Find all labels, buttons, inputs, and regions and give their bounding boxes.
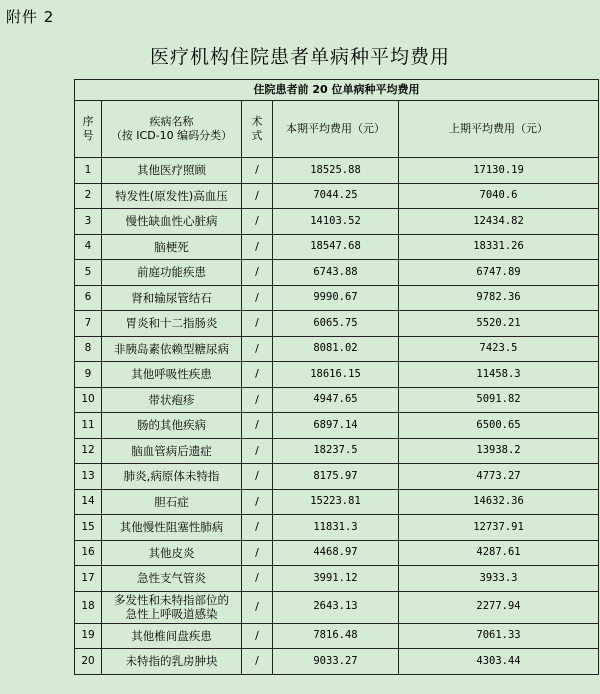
- header-index-line2: 号: [82, 129, 94, 142]
- row-surgery: /: [242, 413, 273, 439]
- row-surgery: /: [242, 158, 273, 184]
- row-surgery: /: [242, 489, 273, 515]
- row-disease-name: 带状疱疹: [102, 387, 242, 413]
- row-index: 10: [75, 387, 102, 413]
- row-surgery: /: [242, 285, 273, 311]
- row-previous-cost: 14632.36: [399, 489, 599, 515]
- row-previous-cost: 4287.61: [399, 540, 599, 566]
- row-disease-name: 未特指的乳房肿块: [102, 649, 242, 675]
- row-current-cost: 18525.88: [273, 158, 399, 184]
- document-title: 医疗机构住院患者单病种平均费用: [149, 46, 450, 68]
- row-disease-name-line2: 急性上呼吸道感染: [125, 607, 218, 621]
- disease-cost-table: [74, 79, 599, 675]
- row-index: 7: [75, 311, 102, 337]
- row-surgery: /: [242, 336, 273, 362]
- table-row: [75, 489, 599, 515]
- row-previous-cost: 7061.33: [399, 623, 599, 649]
- row-current-cost: 15223.81: [273, 489, 399, 515]
- row-previous-cost: 2277.94: [399, 591, 599, 623]
- row-previous-cost: 6747.89: [399, 260, 599, 286]
- row-surgery: /: [242, 362, 273, 388]
- row-previous-cost: 12434.82: [399, 209, 599, 235]
- row-surgery: /: [242, 464, 273, 490]
- row-surgery: /: [242, 438, 273, 464]
- row-index: 13: [75, 464, 102, 490]
- row-surgery: /: [242, 311, 273, 337]
- row-disease-name: 其他呼吸性疾患: [102, 362, 242, 388]
- row-previous-cost: 5091.82: [399, 387, 599, 413]
- attachment-label: 附件 2: [6, 8, 55, 26]
- row-previous-cost: 5520.21: [399, 311, 599, 337]
- header-disease-name: [102, 101, 242, 158]
- header-index: [75, 101, 102, 158]
- row-surgery: /: [242, 515, 273, 541]
- header-current-cost: 本期平均费用（元）: [273, 101, 399, 158]
- header-surgery: [242, 101, 273, 158]
- row-previous-cost: 7423.5: [399, 336, 599, 362]
- row-current-cost: 2643.13: [273, 591, 399, 623]
- row-current-cost: 6743.88: [273, 260, 399, 286]
- row-index: 1: [75, 158, 102, 184]
- header-name-line1: 疾病名称: [149, 115, 194, 129]
- table-row: [75, 260, 599, 286]
- row-index: 15: [75, 515, 102, 541]
- row-previous-cost: 3933.3: [399, 566, 599, 592]
- row-index: 4: [75, 234, 102, 260]
- row-previous-cost: 13938.2: [399, 438, 599, 464]
- row-current-cost: 6897.14: [273, 413, 399, 439]
- row-disease-name-line1: 多发性和未特指部位的: [114, 592, 229, 607]
- table-row: [75, 566, 599, 592]
- row-previous-cost: 6500.65: [399, 413, 599, 439]
- table-row: [75, 591, 599, 623]
- row-current-cost: 8175.97: [273, 464, 399, 490]
- row-index: 5: [75, 260, 102, 286]
- row-previous-cost: 12737.91: [399, 515, 599, 541]
- row-surgery: /: [242, 209, 273, 235]
- header-surgery-line2: 式: [251, 129, 263, 142]
- table-row: [75, 285, 599, 311]
- row-disease-name: 脑血管病后遗症: [102, 438, 242, 464]
- table-row: [75, 311, 599, 337]
- row-disease-name: 脑梗死: [102, 234, 242, 260]
- header-name-line2: （按 ICD-10 编码分类）: [110, 129, 233, 142]
- header-previous-cost: 上期平均费用（元）: [399, 101, 599, 158]
- row-current-cost: 18616.15: [273, 362, 399, 388]
- row-surgery: /: [242, 649, 273, 675]
- row-current-cost: 11831.3: [273, 515, 399, 541]
- row-index: 11: [75, 413, 102, 439]
- row-current-cost: 4947.65: [273, 387, 399, 413]
- row-surgery: /: [242, 260, 273, 286]
- row-current-cost: 14103.52: [273, 209, 399, 235]
- row-surgery: /: [242, 591, 273, 623]
- row-disease-name: 其他慢性阻塞性肺病: [102, 515, 242, 541]
- table-row: [75, 209, 599, 235]
- row-previous-cost: 7040.6: [399, 183, 599, 209]
- row-surgery: /: [242, 623, 273, 649]
- row-disease-name: 胃炎和十二指肠炎: [102, 311, 242, 337]
- row-previous-cost: 18331.26: [399, 234, 599, 260]
- row-previous-cost: 11458.3: [399, 362, 599, 388]
- row-surgery: /: [242, 387, 273, 413]
- table-row: [75, 515, 599, 541]
- row-current-cost: 9033.27: [273, 649, 399, 675]
- table-row: [75, 649, 599, 675]
- row-current-cost: 7816.48: [273, 623, 399, 649]
- row-current-cost: 3991.12: [273, 566, 399, 592]
- row-surgery: /: [242, 183, 273, 209]
- row-current-cost: 8081.02: [273, 336, 399, 362]
- row-current-cost: 6065.75: [273, 311, 399, 337]
- row-previous-cost: 9782.36: [399, 285, 599, 311]
- row-disease-name: 慢性缺血性心脏病: [102, 209, 242, 235]
- row-index: 20: [75, 649, 102, 675]
- row-index: 9: [75, 362, 102, 388]
- row-index: 17: [75, 566, 102, 592]
- table-row: [75, 387, 599, 413]
- row-current-cost: 18547.68: [273, 234, 399, 260]
- row-current-cost: 18237.5: [273, 438, 399, 464]
- row-surgery: /: [242, 540, 273, 566]
- row-previous-cost: 4303.44: [399, 649, 599, 675]
- row-disease-name: 肺炎,病原体未特指: [102, 464, 242, 490]
- row-previous-cost: 17130.19: [399, 158, 599, 184]
- row-disease-name: [102, 591, 242, 623]
- table-row: [75, 183, 599, 209]
- row-disease-name: 其他皮炎: [102, 540, 242, 566]
- row-current-cost: 9990.67: [273, 285, 399, 311]
- table-row: [75, 336, 599, 362]
- table-row: [75, 623, 599, 649]
- table-row: [75, 234, 599, 260]
- row-surgery: /: [242, 566, 273, 592]
- row-index: 16: [75, 540, 102, 566]
- row-index: 6: [75, 285, 102, 311]
- table-row: [75, 362, 599, 388]
- row-index: 2: [75, 183, 102, 209]
- table-row: [75, 540, 599, 566]
- row-index: 3: [75, 209, 102, 235]
- row-disease-name: 其他椎间盘疾患: [102, 623, 242, 649]
- row-index: 8: [75, 336, 102, 362]
- row-disease-name: 急性支气管炎: [102, 566, 242, 592]
- header-surgery-line1: 术: [251, 115, 263, 129]
- table-caption: 住院患者前 20 位单病种平均费用: [75, 80, 599, 101]
- row-previous-cost: 4773.27: [399, 464, 599, 490]
- table-row: [75, 158, 599, 184]
- row-disease-name: 前庭功能疾患: [102, 260, 242, 286]
- row-index: 18: [75, 591, 102, 623]
- row-disease-name: 其他医疗照顾: [102, 158, 242, 184]
- row-disease-name: 特发性(原发性)高血压: [102, 183, 242, 209]
- row-disease-name: 肠的其他疾病: [102, 413, 242, 439]
- table-row: [75, 413, 599, 439]
- row-index: 12: [75, 438, 102, 464]
- row-disease-name: 非胰岛素依赖型糖尿病: [102, 336, 242, 362]
- row-index: 14: [75, 489, 102, 515]
- table-row: [75, 464, 599, 490]
- table-row: [75, 438, 599, 464]
- row-disease-name: 肾和输尿管结石: [102, 285, 242, 311]
- row-current-cost: 7044.25: [273, 183, 399, 209]
- row-surgery: /: [242, 234, 273, 260]
- row-disease-name: 胆石症: [102, 489, 242, 515]
- row-index: 19: [75, 623, 102, 649]
- row-current-cost: 4468.97: [273, 540, 399, 566]
- header-index-line1: 序: [82, 115, 94, 129]
